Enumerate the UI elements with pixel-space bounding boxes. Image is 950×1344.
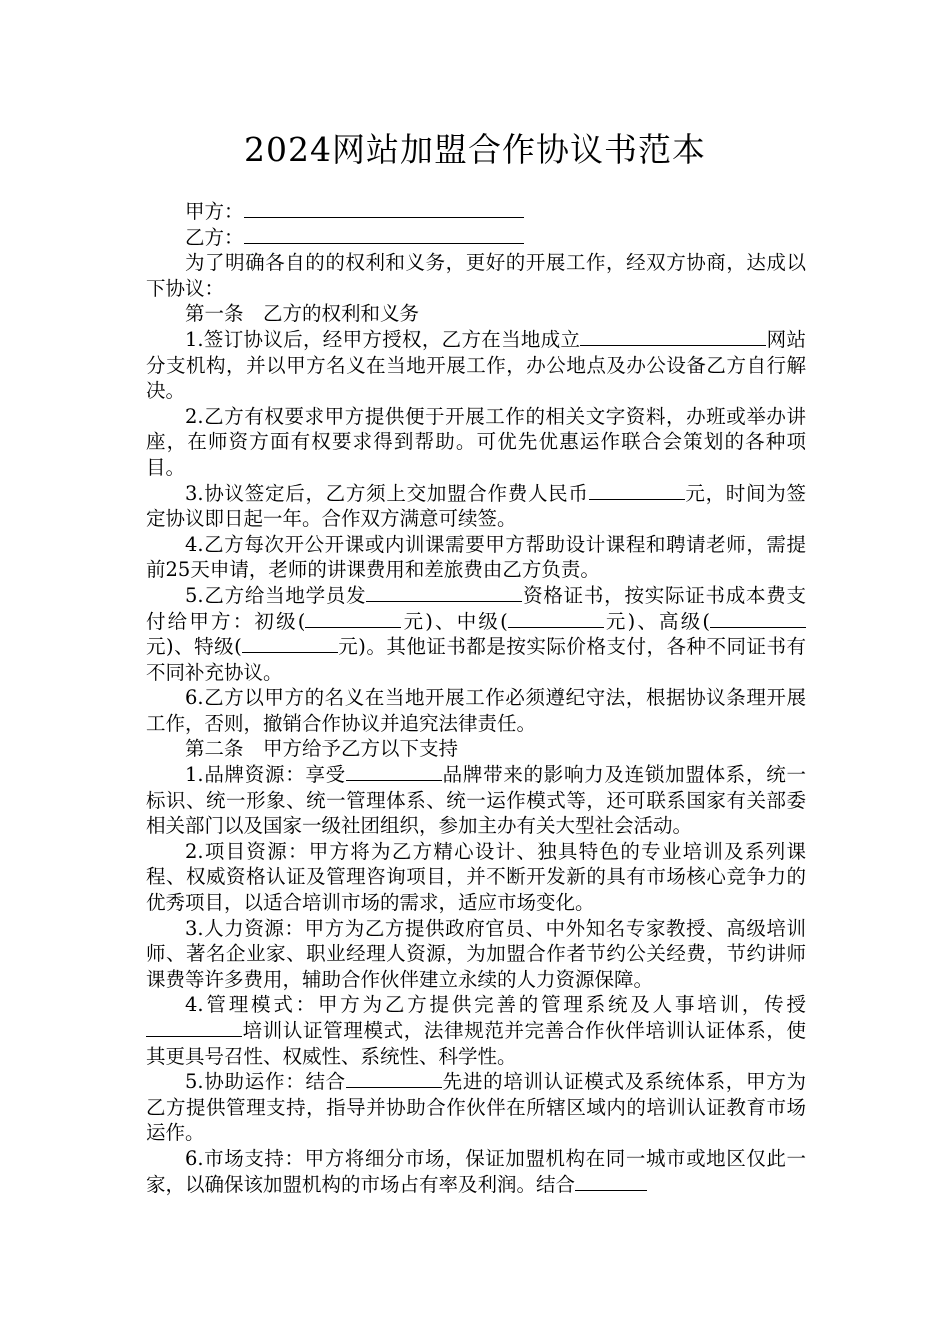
blank [580,327,736,346]
article-2-clause-1: 1.品牌资源：享受 品牌带来的影响力及连锁加盟体系，统一标识、统一形象、统一管理体系、统一运作模式等，还可联系国家有关部委相关部门以及国家一级社团组织，参加主办有关大型社会活动。 [146,763,806,838]
blank [146,1018,242,1037]
document-title: 2024网站加盟合作协议书范本 [244,130,706,169]
article-2-heading: 第二条 甲方给予乙方以下支持 [185,737,459,761]
article-2-clause-3: 3.人力资源：甲方为乙方提供政府官员、中外知名专家教授、高级培训师、著名企业家、职业经理人资源，为加盟合作者节约公关经费，节约讲师课费等许多费用，辅助合作伙伴建立永续的人力资源保障。 [146,916,806,991]
article-1-heading: 第一条 乙方的权利和义务 [185,302,420,326]
party-a-line [146,199,806,225]
blank [736,327,766,346]
article-1-clause-4: 4.乙方每次开公开课或内训课需要甲方帮助设计课程和聘请老师，需提前25天申请，老师的讲课费用和差旅费由乙方负责。 [146,532,806,582]
blank [710,609,806,628]
article-1-clause-3: 3.协议签定后，乙方须上交加盟合作费人民币 元，时间为签定协议即日起一年。合作双方满意可续签。 [146,481,806,531]
article-1-clause-6: 6.乙方以甲方的名义在当地开展工作必须遵纪守法，根据协议条理开展工作，否则，撤销合作协议并追究法律责任。 [146,686,806,735]
article-2-clause-6: 6.市场支持：甲方将细分市场，保证加盟机构在同一城市或地区仅此一家，以确保该加盟机构的市场占有率及利润。结合 [146,1146,806,1196]
party-a-label: 甲方： [185,200,244,223]
certificate-blank [366,583,522,602]
brand-blank [346,762,442,781]
document-body [146,199,806,1197]
party-a-blank [244,199,524,218]
blank [242,634,338,653]
article-1-clause-2: 2.乙方有权要求甲方提供便于开展工作的相关文字资料，办班或举办讲座，在师资方面有权要求得到帮助。可优先优惠运作联合会策划的各种项目。 [146,404,806,479]
article-1-clause-1: 1.签订协议后，经甲方授权，乙方在当地成立 网站分支机构，并以甲方名义在当地开展工作，办公地点及办公设备乙方自行解决。 [146,327,806,403]
party-b-line [146,225,806,251]
party-b-blank [244,225,524,244]
blank [508,609,604,628]
article-1-clause-5: 5.乙方给当地学员发 资格证书，按实际证书成本费支付给甲方：初级( 元)、中级( 元)、高级(元)、特级( 元)。其他证书都是按实际价格支付，各种不同证书有不同补充协议。 [146,583,807,684]
article-2-clause-2: 2.项目资源：甲方将为乙方精心设计、独具特色的专业培训及系列课程、权威资格认证及管理咨询项目，并不断开发新的具有市场核心竞争力的优秀项目，以适合培训市场的需求，适应市场变化。 [146,839,806,915]
party-b-label: 乙方： [185,225,244,249]
preamble: 为了明确各自的的权利和义务，更好的开展工作，经双方协商，达成以下协议： [146,251,806,300]
article-2-clause-4: 4.管理模式：甲方为乙方提供完善的管理系统及人事培训，传授培训认证管理模式，法律规范并完善合作伙伴培训认证体系，使其更具号召性、权威性、系统性、科学性。 [146,993,806,1068]
fee-blank [589,481,685,500]
article-2-clause-5: 5.协助运作：结合 先进的培训认证模式及系统体系，甲方为乙方提供管理支持，指导并协助合作伙伴在所辖区域内的培训认证教育市场运作。 [146,1070,806,1145]
blank [575,1172,647,1191]
blank [305,609,401,628]
blank [346,1069,442,1088]
